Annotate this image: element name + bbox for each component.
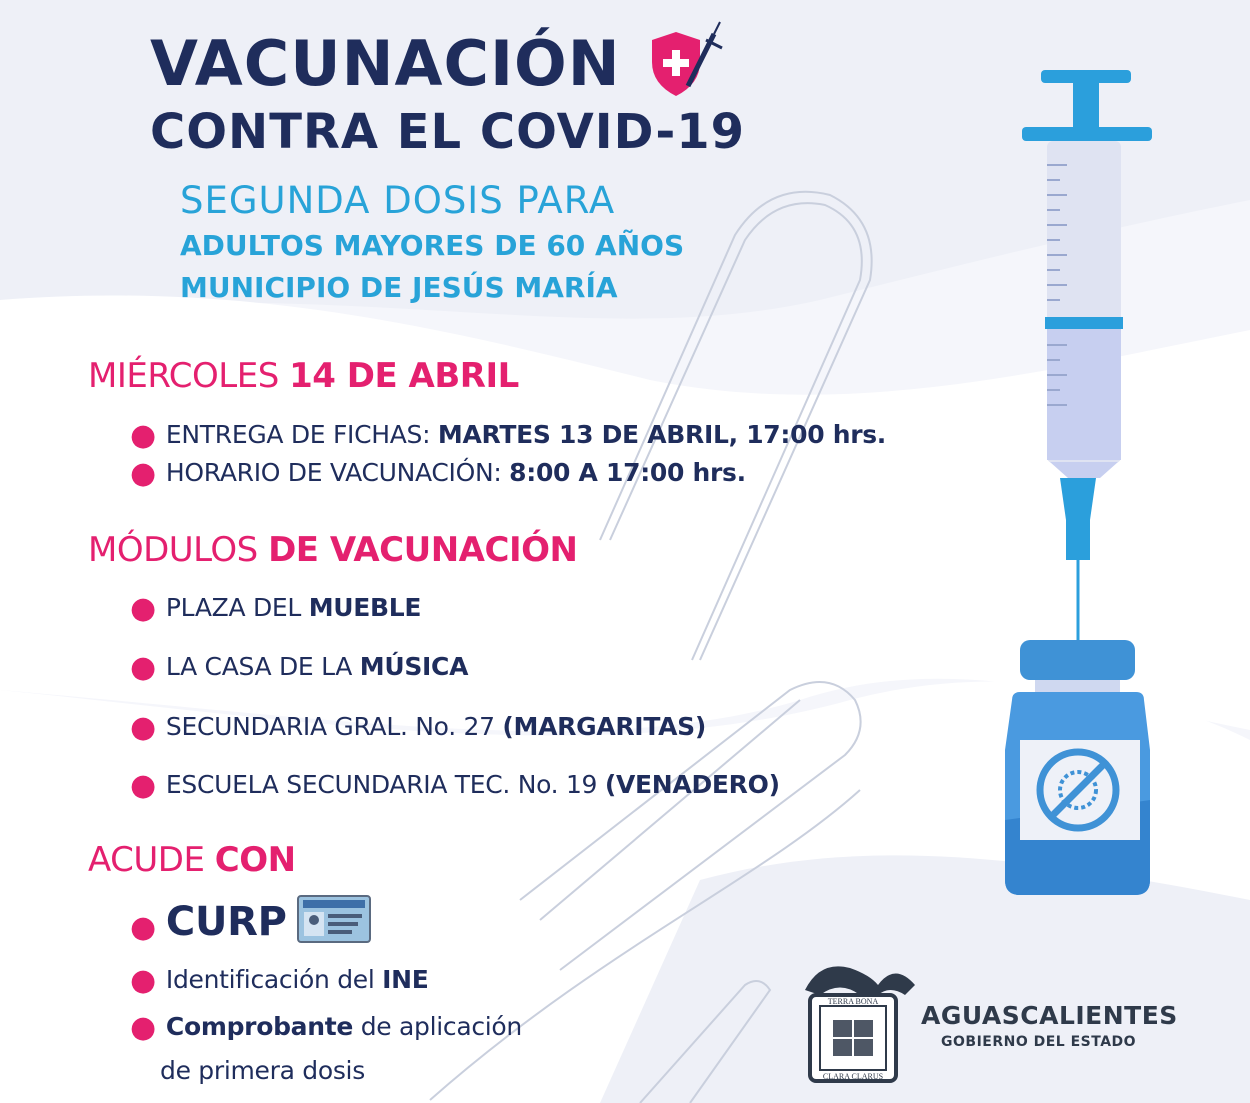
requirement-text: de aplicación <box>360 1012 522 1041</box>
list-item-label: HORARIO DE VACUNACIÓN: <box>165 458 502 487</box>
logo-subtitle: GOBIERNO DEL ESTADO <box>941 1034 1137 1050</box>
subtitle-audience: ADULTOS MAYORES DE 60 AÑOS <box>180 229 685 262</box>
page-title-line2: CONTRA EL COVID-19 <box>150 104 746 160</box>
vaccine-vial-illustration <box>1005 640 1150 895</box>
seal-bottom-text: CLARA CLARUS <box>822 1072 884 1081</box>
id-card-icon <box>298 896 370 942</box>
list-item <box>130 898 287 946</box>
bullet-icon: ● <box>130 650 156 685</box>
requirement-bold: INE <box>382 965 429 994</box>
list-item-value: 8:00 A 17:00 hrs. <box>509 458 746 487</box>
date-heading-date: 14 DE ABRIL <box>289 356 519 396</box>
requirement-text-line2: de primera dosis <box>160 1056 365 1085</box>
requirements-heading-bold: CON <box>214 840 296 880</box>
module-name-bold: (MARGARITAS) <box>502 712 707 741</box>
module-name: ESCUELA SECUNDARIA TEC. No. 19 <box>165 770 598 799</box>
modules-heading-light: MÓDULOS <box>88 530 258 570</box>
list-item <box>130 650 468 683</box>
page-title: VACUNACIÓN <box>150 27 621 100</box>
list-item <box>130 963 429 996</box>
list-item <box>130 456 746 489</box>
bullet-icon: ● <box>130 1010 156 1045</box>
requirements-heading-light: ACUDE <box>88 840 205 880</box>
list-item <box>130 418 886 451</box>
requirements-heading <box>88 840 296 880</box>
list-item-value: MARTES 13 DE ABRIL, 17:00 hrs. <box>437 420 886 449</box>
bullet-icon: ● <box>130 768 156 803</box>
seal-top-text: TERRA BONA <box>827 997 879 1006</box>
list-item <box>130 591 421 624</box>
bullet-icon: ● <box>130 963 156 998</box>
list-item <box>130 768 780 801</box>
subtitle-dose: SEGUNDA DOSIS PARA <box>180 179 616 222</box>
date-heading <box>88 356 519 396</box>
bullet-icon: ● <box>130 591 156 626</box>
module-name-bold: MUEBLE <box>308 593 422 622</box>
requirement-bold: Comprobante <box>165 1012 354 1041</box>
list-item-label: ENTREGA DE FICHAS: <box>165 420 431 449</box>
modules-heading <box>88 530 577 570</box>
subtitle-municipality: MUNICIPIO DE JESÚS MARÍA <box>180 271 618 304</box>
list-item <box>130 1010 522 1043</box>
requirement-curp: CURP <box>165 899 287 945</box>
module-name-bold: MÚSICA <box>359 652 469 681</box>
bullet-icon: ● <box>130 456 156 491</box>
modules-heading-bold: DE VACUNACIÓN <box>268 530 578 570</box>
bullet-icon: ● <box>130 418 156 453</box>
module-name: SECUNDARIA GRAL. No. 27 <box>165 712 495 741</box>
list-item <box>130 710 706 743</box>
module-name-bold: (VENADERO) <box>604 770 780 799</box>
requirement-text: Identificación del <box>165 965 375 994</box>
background-wave <box>600 855 1250 1103</box>
date-heading-weekday: MIÉRCOLES <box>88 356 279 396</box>
bullet-icon: ● <box>130 910 156 945</box>
bullet-icon: ● <box>130 710 156 745</box>
module-name: PLAZA DEL <box>165 593 302 622</box>
module-name: LA CASA DE LA <box>165 652 353 681</box>
logo-name: AGUASCALIENTES <box>921 1001 1178 1030</box>
